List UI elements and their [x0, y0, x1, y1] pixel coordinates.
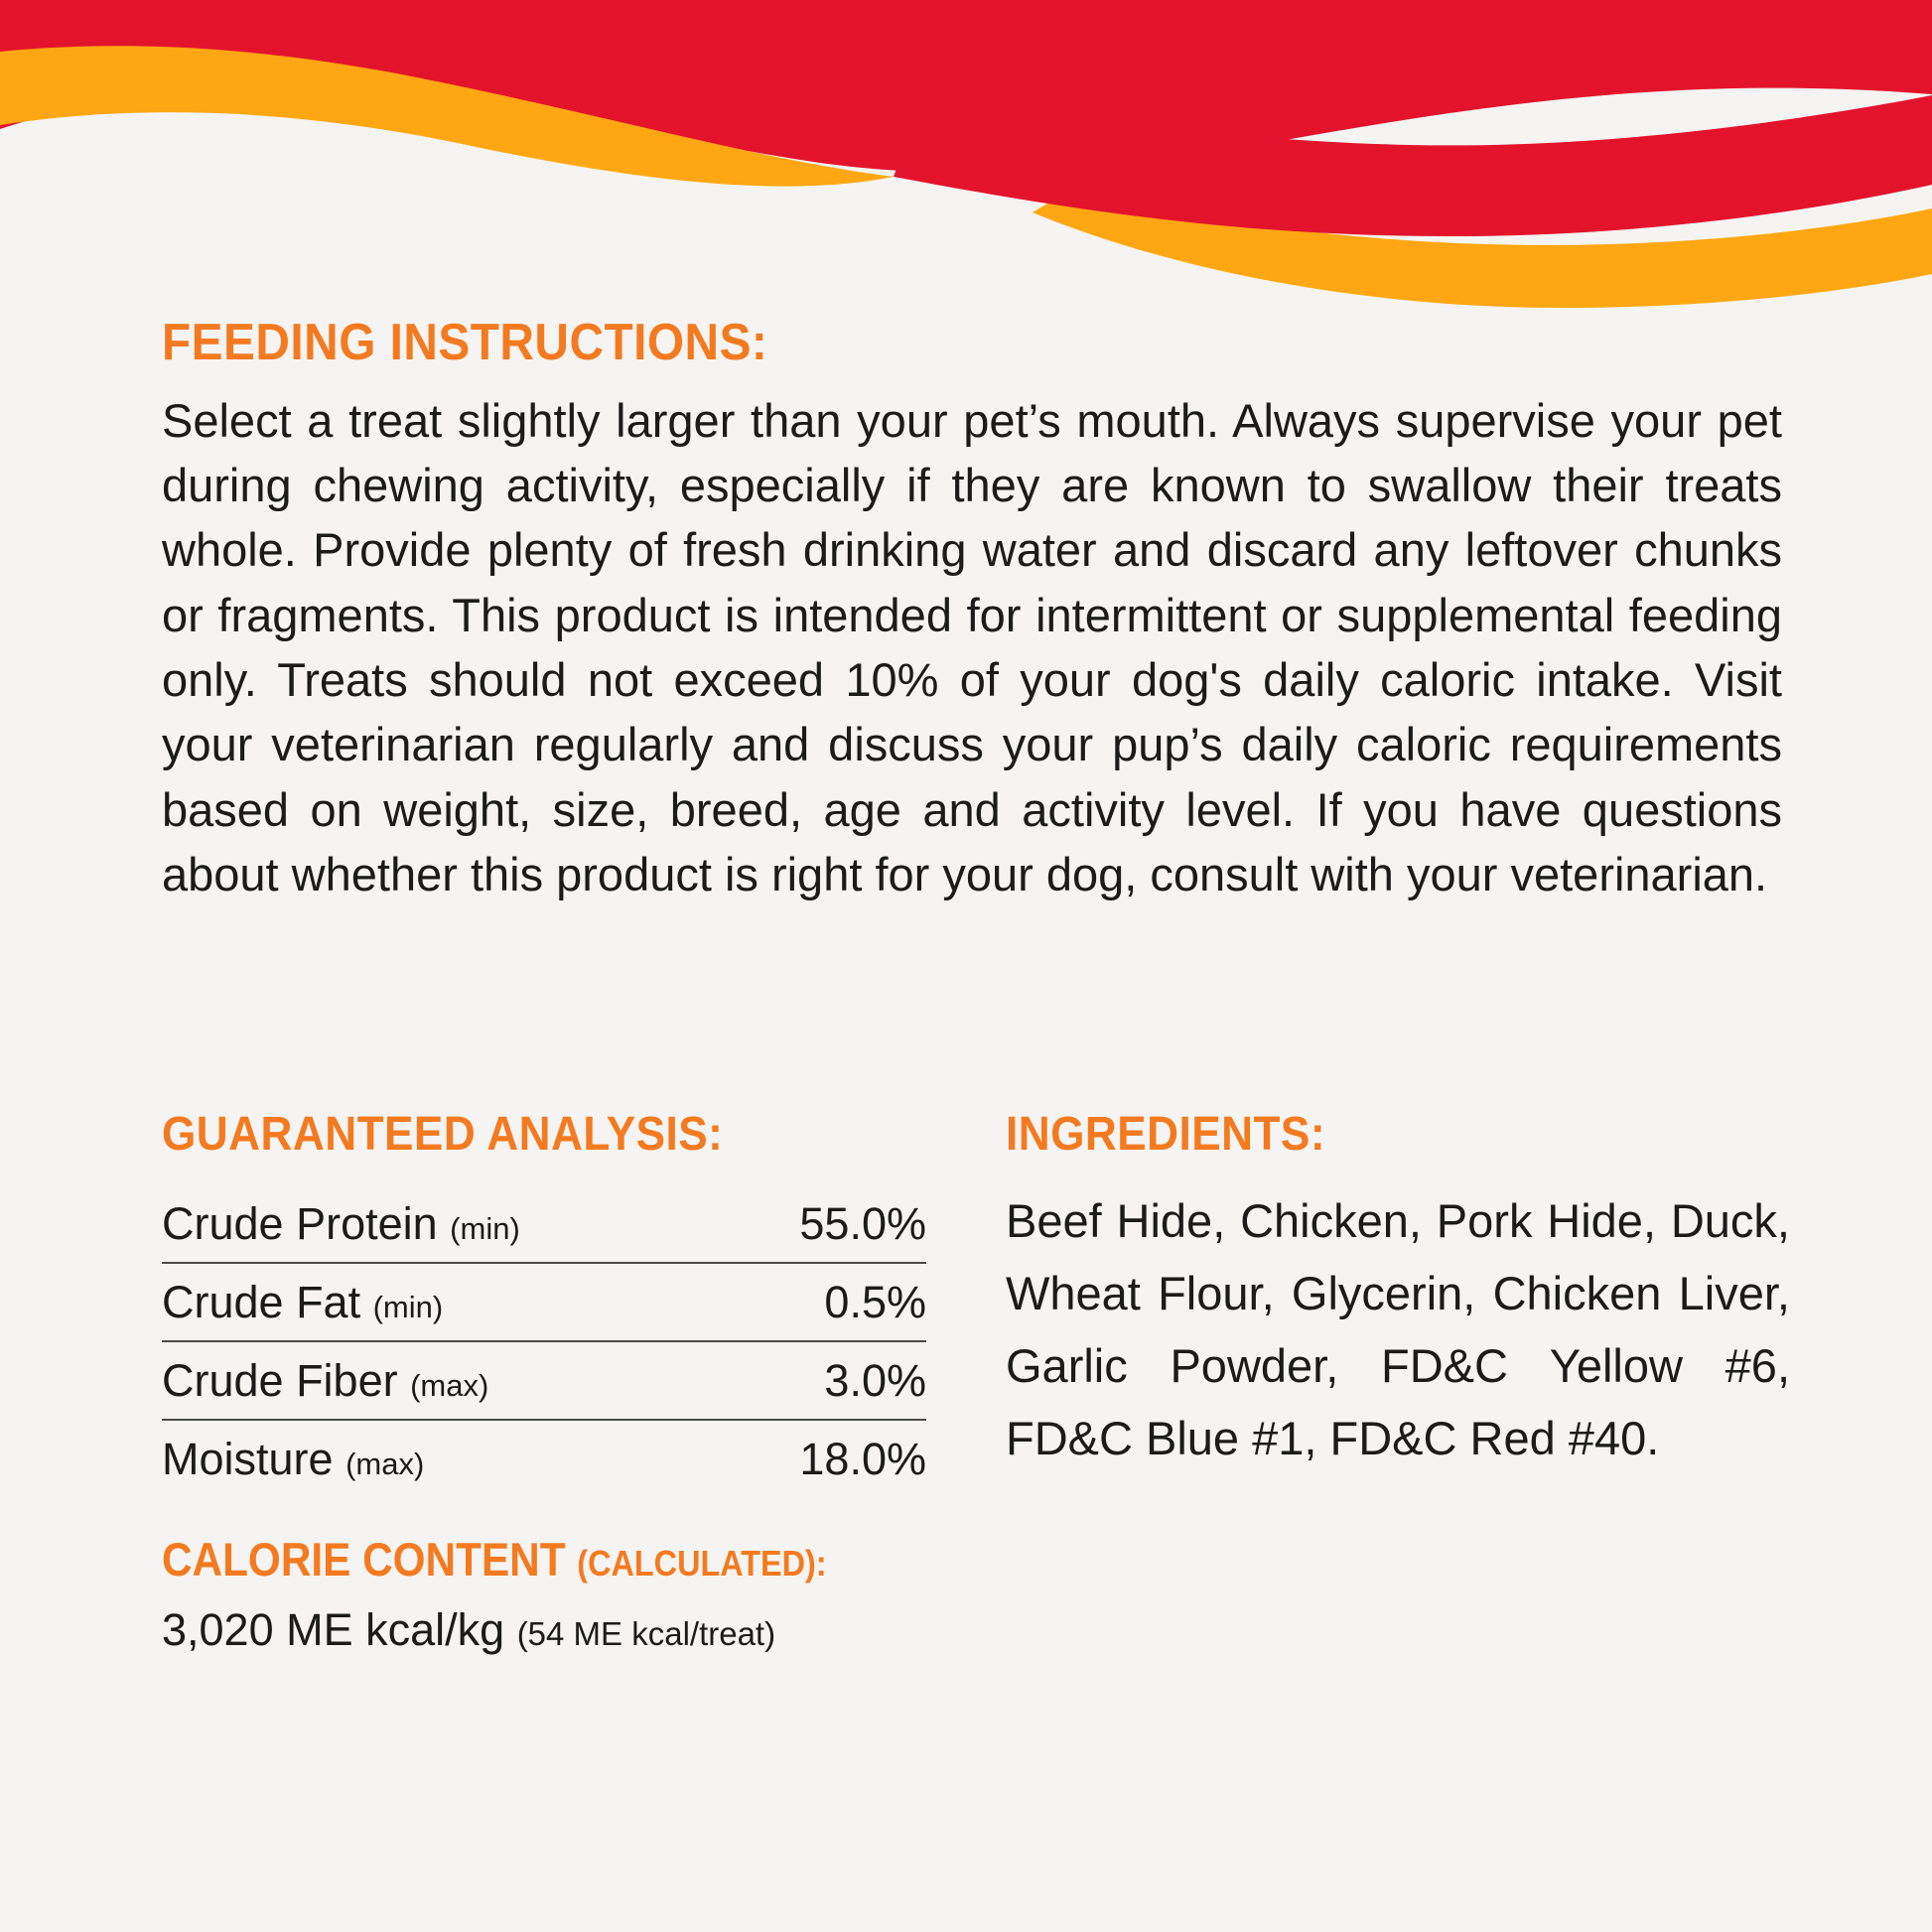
table-row — [162, 1341, 926, 1420]
nutrient-qualifier: (min) — [450, 1211, 520, 1247]
nutrient-label: Crude Fat — [162, 1277, 361, 1328]
nutrient-qualifier: (min) — [372, 1290, 444, 1325]
nutrient-cell — [162, 1185, 727, 1263]
table-row — [162, 1263, 926, 1341]
ingredients-body: Beef Hide, Chicken, Pork Hide, Duck, Wheat Flour, Glycerin, Chicken Liver, Garlic Powder, FD&C Yellow #6, FD&C Blue #1, FD&C Red #40. — [1006, 1194, 1790, 1464]
nutrient-label: Moisture — [162, 1434, 334, 1485]
guaranteed-analysis-section — [162, 1110, 926, 1656]
calorie-content-value: 3,020 ME kcal/kg — [162, 1603, 505, 1655]
feeding-instructions-section — [162, 316, 1782, 906]
ingredients-title: INGREDIENTS: — [1006, 1108, 1326, 1161]
nutrient-label: Crude Fiber — [162, 1355, 398, 1407]
nutrient-cell — [162, 1420, 727, 1497]
nutrient-value: 3.0% — [727, 1341, 926, 1420]
nutrient-qualifier: (max) — [410, 1368, 489, 1404]
calorie-content-title-main: CALORIE CONTENT — [162, 1533, 566, 1587]
feeding-instructions-body: Select a treat slightly larger than your pet’s mouth. Always supervise your pet during chewing activity, especially if they are known to swallow their treats whole. Provide plenty of fresh drinking water and discard any leftover chunks or fragments. This product is intended for intermittent or supplemental feeding only. Treats should not exceed 10% of your dog's daily caloric intake. Visit your veterinarian regularly and discuss your pup’s daily caloric requirements based on weight, size, breed, age and activity level. If you have questions about whether this product is right for your dog, consult with your veterinarian. — [162, 393, 1782, 900]
guaranteed-analysis-table — [162, 1185, 926, 1497]
lower-columns — [0, 1110, 1932, 1656]
nutrient-label: Crude Protein — [162, 1198, 438, 1250]
calorie-content-value-row — [162, 1604, 926, 1656]
ingredients-section — [1006, 1110, 1790, 1656]
wave-graphic — [0, 0, 1932, 328]
nutrient-cell — [162, 1341, 727, 1420]
calorie-content-title-suffix: (CALCULATED): — [577, 1543, 827, 1585]
nutrient-value: 0.5% — [727, 1263, 926, 1341]
nutrient-qualifier: (max) — [345, 1447, 425, 1482]
feeding-instructions-title: FEEDING INSTRUCTIONS: — [162, 314, 768, 371]
table-row — [162, 1420, 926, 1497]
nutrient-cell — [162, 1263, 727, 1341]
nutrient-value: 55.0% — [727, 1185, 926, 1263]
guaranteed-analysis-title: GUARANTEED ANALYSIS: — [162, 1108, 724, 1161]
calorie-content-title — [162, 1533, 850, 1587]
decorative-wave-banner — [0, 0, 1932, 328]
table-row — [162, 1185, 926, 1263]
calorie-content-per-treat: (54 ME kcal/treat) — [516, 1614, 776, 1652]
nutrient-value: 18.0% — [799, 1434, 926, 1485]
